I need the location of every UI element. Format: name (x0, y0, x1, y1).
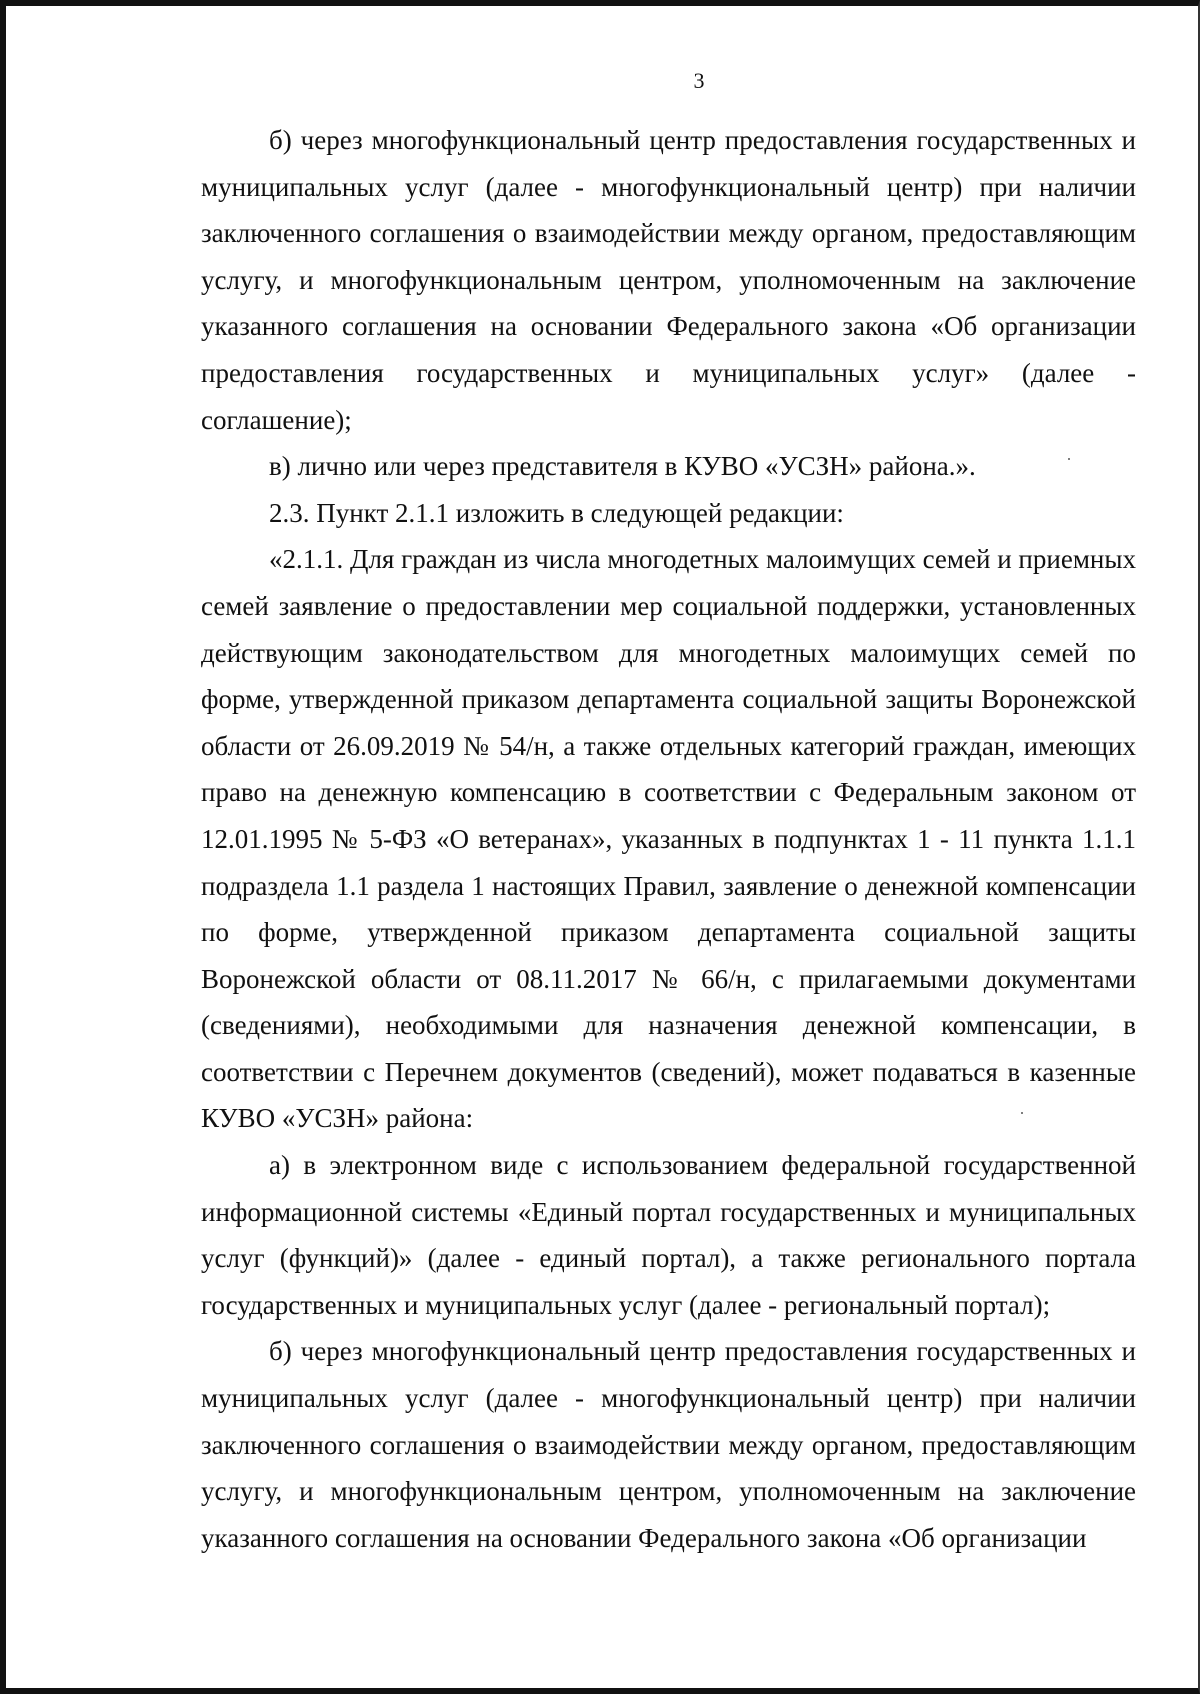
scan-speck (1021, 1112, 1023, 1114)
page-number: 3 (693, 68, 705, 93)
scan-speck (1068, 458, 1070, 460)
paragraph-v-in-person: в) лично или через представителя в КУВО «УСЗН» района.». (269, 451, 976, 482)
paragraph-2-1-1: «2.1.1. Для граждан из числа многодетных малоимущих семей и приемных семей заявление о предоставлении мер социальной поддержки, установленных действующим законодательством для многодетных малоимущих семей по форме, утвержденной приказом департамента социальной защиты Воронежской области от 26.09.2019 № 54/н, а также отдельных категорий граждан, имеющих право на денежную компенсацию в соответствии с Федеральным законом от 12.01.1995 № 5-ФЗ «О ветеранах», указанных в подпунктах 1 - 11 пункта 1.1.1 подраздела 1.1 раздела 1 настоящих Правил, заявление о денежной компенсации по форме, утвержденной приказом департамента социальной защиты Воронежской области от 08.11.2017 № 66/н, с прилагаемыми документами (сведениями), необходимыми для назначения денежной компенсации, в соответствии с Перечнем документов (сведений), может подаваться в казенные КУВО «УСЗН» района: (201, 544, 1136, 1134)
document-body (201, 117, 1136, 1561)
paragraph-a-electronic: а) в электронном виде с использованием федеральной государственной информационной системы «Единый портал государственных и муниципальных услуг (функций)» (далее - единый портал), а также регионального портала государственных и муниципальных услуг (далее - региональный портал); (201, 1150, 1136, 1320)
paragraph-2-3: 2.3. Пункт 2.1.1 изложить в следующей редакции: (269, 497, 844, 528)
paragraph-b-mfc-repeat: б) через многофункциональный центр предоставления государственных и муниципальных услуг (далее - многофункциональный центр) при наличии заключенного соглашения о взаимодействии между органом, предоставляющим услугу, и многофункциональным центром, уполномоченным на заключение указанного соглашения на основании Федерального закона «Об организации (201, 1336, 1136, 1553)
paragraph-b-mfc: б) через многофункциональный центр предоставления государственных и муниципальных услуг (далее - многофункциональный центр) при наличии заключенного соглашения о взаимодействии между органом, предоставляющим услугу, и многофункциональным центром, уполномоченным на заключение указанного соглашения на основании Федерального закона «Об организации предоставления государственных и муниципальных услуг» (далее - соглашение); (201, 125, 1136, 435)
